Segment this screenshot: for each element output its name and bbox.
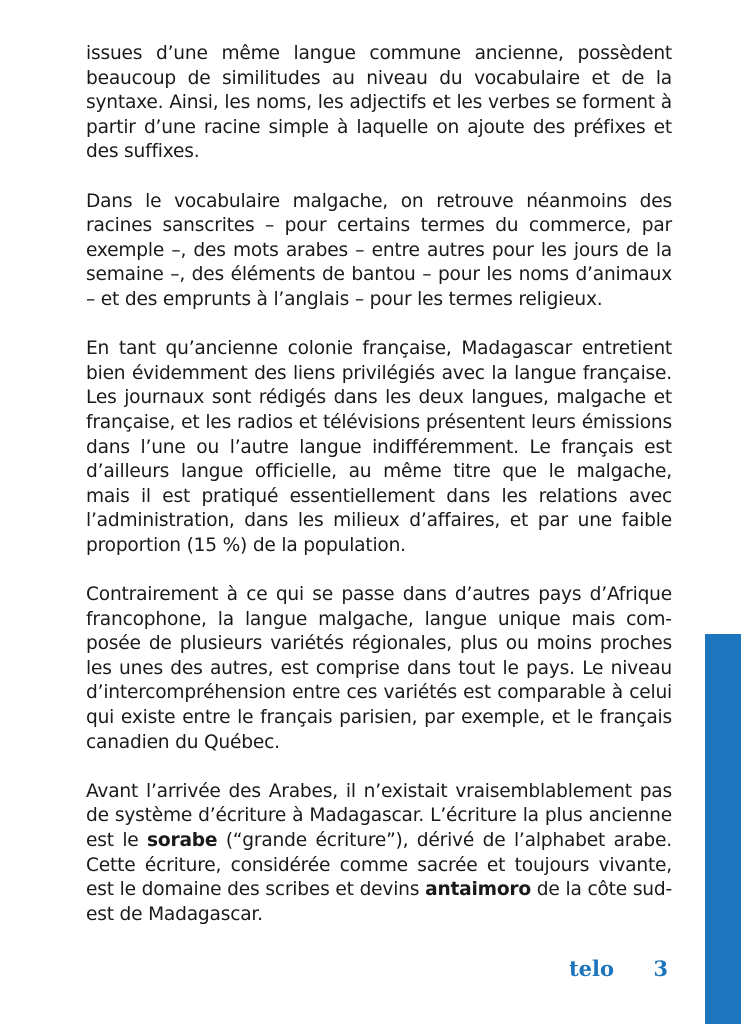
page-number: 3 (653, 956, 668, 981)
paragraph-text: Contrairement à ce qui se passe dans d’autres pays d’Afrique francophone, la langue malgache, langue unique mais composée de plusieurs variétés régionales, plus ou moins proches les unes des autres, est comprise dans tout le pays. Le niveau d’intercompréhension entre ces variétés est comparable à celui qui existe entre le français parisien, par exemple, et le français canadien du Québec. (86, 584, 672, 753)
paragraph-text: de la côte sud-est de Madagascar. (86, 879, 673, 925)
term-antaimoro: antaimoro (425, 879, 531, 901)
paragraph-text: En tant qu’ancienne colonie française, Madagascar entretient bien évidemment des liens privilégiés avec la langue française. Les journaux sont rédigés dans les deux langues, malgache et française, et les radios et télévisions présentent leurs émissions dans l’une ou l’autre langue indifféremment. Le français est d’ailleurs langue officielle, au même titre que le malgache, mais il est pratiqué essentiellement dans les relations avec l’administration, dans les milieux d’affaires, et par une faible proportion (15 %) de la population. (86, 338, 672, 556)
paragraph-text: Dans le vocabulaire malgache, on retrouve néanmoins des racines sanscrites – pour certains termes du commerce, par exemple –, des mots arabes – entre autres pour les jours de la semaine –, des éléments de bantou – pour les noms d’animaux – et des emprunts à l’anglais – pour les termes religieux. (86, 190, 672, 310)
paragraph-word-formation (86, 42, 672, 165)
paragraph-french-language (86, 337, 672, 558)
paragraph-vocabulary-origins (86, 190, 672, 313)
page-body (86, 42, 672, 927)
chapter-label: telo (568, 956, 614, 981)
paragraph-text: issues d’une même langue commune ancienne, possèdent beaucoup de similitudes au niveau du vocabulaire et de la syntaxe. Ainsi, les noms, les adjectifs et les verbes se forment à partir d’une racine simple à laquelle on ajoute des préfixes et des suffixes. (86, 43, 672, 163)
chapter-side-tab (705, 634, 741, 1024)
paragraph-text: (“grande écriture”), dérivé de l’alphabet arabe. Cette écriture, considérée comme sacrée et toujours vivante, est le domaine des scribes et devins (86, 830, 672, 901)
paragraph-text: Avant l’arrivée des Arabes, il n’existait vraisemblablement pas de système d’écriture à Madagascar. L’écriture la plus ancienne est le (86, 780, 672, 851)
page-footer (520, 956, 672, 984)
term-sorabe: sorabe (147, 830, 218, 851)
paragraph-writing-system (86, 780, 672, 928)
paragraph-regional-varieties (86, 583, 672, 755)
